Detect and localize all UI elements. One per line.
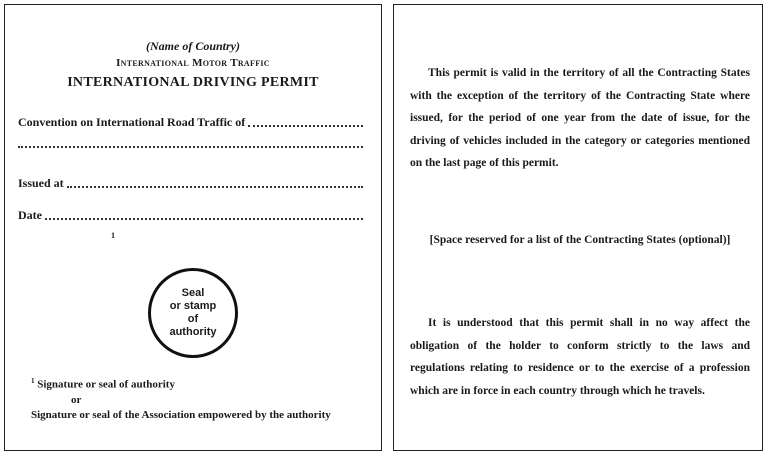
seal-line-4: authority: [169, 326, 217, 338]
permit-left-page: [4, 4, 382, 451]
footnote-or: or: [71, 394, 82, 406]
understood-paragraph: [410, 312, 750, 402]
country-name-placeholder: (Name of Country): [146, 39, 240, 53]
convention-label: Convention on International Road Traffic of: [18, 115, 246, 129]
date-label: Date: [18, 208, 42, 222]
footnote-signature-authority: [31, 377, 175, 391]
convention-dotted-line: [248, 124, 363, 127]
footnote-signature-association: Signature or seal of the Association empowered by the authority: [31, 409, 331, 421]
seal-line-3: of: [187, 313, 199, 325]
seal-line-1: Seal: [181, 287, 205, 299]
validity-paragraph: [410, 62, 750, 175]
date-field: [18, 207, 363, 223]
issued-at-label: Issued at: [18, 176, 64, 190]
validity-text: This permit is valid in the territory of all the Contracting States with the exception of the territory of the Contracting State where issued, for the period of one year from the date of issue, for the driving of vehicles included in the category or categories mentioned on the last page of this permit.: [410, 67, 750, 169]
convention-continuation-line: [18, 145, 363, 148]
permit-title: INTERNATIONAL DRIVING PERMIT: [67, 75, 319, 90]
traffic-heading: International Motor Traffic: [116, 57, 270, 69]
footnote-marker: 1: [31, 377, 35, 385]
date-dotted-line: [45, 217, 363, 220]
footnote-reference-marker: 1: [111, 231, 115, 240]
contracting-states-space: [Space reserved for a list of the Contracting States (optional)]: [429, 234, 731, 246]
seal-stamp-circle: [148, 268, 238, 358]
seal-line-2: or stamp: [169, 300, 217, 312]
convention-field: [18, 114, 363, 130]
footnote-line-1: Signature or seal of authority: [37, 378, 175, 391]
issued-at-dotted-line: [67, 185, 363, 188]
issued-at-field: [18, 175, 363, 191]
permit-right-page: [393, 4, 763, 451]
understood-text: It is understood that this permit shall in no way affect the obligation of the holder to conform strictly to the laws and regulations relating to residence or to the exercise of a profession which are in force in each country through which he travels.: [410, 317, 750, 397]
